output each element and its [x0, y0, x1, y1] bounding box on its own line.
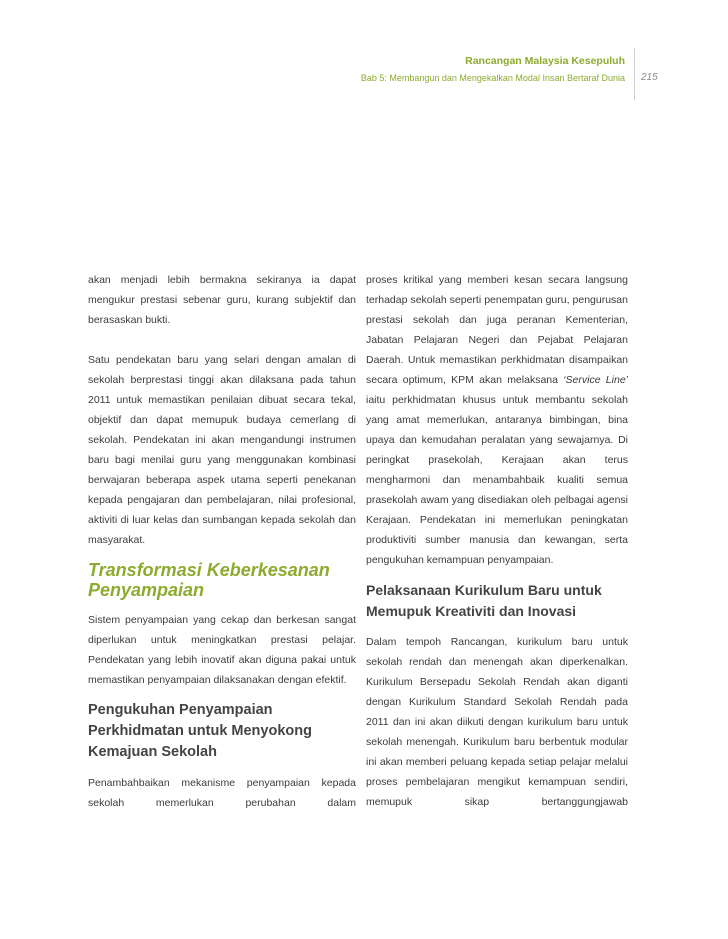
emphasis-text: ‘Service Line’ — [563, 374, 628, 386]
paragraph-text: iaitu perkhidmatan khusus untuk membantu sekolah yang amat memerlukan, antaranya bimbingan, bina upaya dan kemudahan peralatan yang sewajarnya. Di peringkat prasekolah, Kerajaan akan terus mengharmoni dan menambahbaik kualiti semua prasekolah awam yang disediakan oleh pelbagai agensi Kerajaan. Pendekatan ini memerlukan peningkatan produktiviti sumber manusia dan kewangan, serta pengukuhan kemampuan penyampaian. — [366, 394, 628, 566]
subsection-heading — [366, 580, 628, 622]
paragraph: Dalam tempoh Rancangan, kurikulum baru untuk sekolah rendah dan menengah akan diperkenalkan. Kurikulum Bersepadu Sekolah Rendah akan diganti dengan Kurikulum Standard Sekolah Rendah pada 2011 dan ini akan diikuti dengan kurikulum baru untuk sekolah menengah. Kurikulum baru berbentuk modular ini akan memberi peluang kepada setiap pelajar melalui proses pembelajaran mengikut kemampuan sendiri, memupuk sikap bertanggungjawab — [366, 636, 628, 808]
section-heading-line: Transformasi Keberkesanan — [88, 560, 330, 580]
header-subtitle: Bab 5: Membangun dan Mengekalkan Modal Insan Bertaraf Dunia — [360, 73, 625, 83]
subsection-heading-line: Memupuk Kreativiti dan Inovasi — [366, 603, 577, 619]
right-column — [366, 270, 628, 812]
header-divider — [634, 48, 635, 100]
paragraph-text: proses kritikal yang memberi kesan secara langsung terhadap sekolah seperti penempatan guru, pengurusan prestasi sekolah dan juga peranan Kementerian, Jabatan Pelajaran Negeri dan Pejabat Pelajaran Daerah. Untuk memastikan perkhidmatan disampaikan secara optimum, KPM akan melaksana — [366, 274, 628, 386]
subsection-heading-line: Kemajuan Sekolah — [88, 744, 217, 760]
section-heading-line: Penyampaian — [88, 580, 205, 600]
paragraph: Penambahbaikan mekanisme penyampaian kepada sekolah memerlukan perubahan dalam — [88, 777, 356, 809]
left-column — [88, 270, 356, 813]
subsection-heading-line: Pelaksanaan Kurikulum Baru untuk — [366, 582, 602, 598]
subsection-heading — [88, 700, 356, 763]
header-title: Rancangan Malaysia Kesepuluh — [465, 55, 625, 67]
subsection-heading-line: Perkhidmatan untuk Menyokong — [88, 723, 312, 739]
paragraph: akan menjadi lebih bermakna sekiranya ia dapat mengukur prestasi sebenar guru, kurang subjektif dan berasaskan bukti. — [88, 274, 356, 326]
section-heading — [88, 560, 356, 600]
running-header — [361, 54, 625, 85]
subsection-heading-line: Pengukuhan Penyampaian — [88, 702, 273, 718]
paragraph: Sistem penyampaian yang cekap dan berkesan sangat diperlukan untuk meningkatkan prestasi pelajar. Pendekatan yang lebih inovatif akan diguna pakai untuk memastikan penyampaian dilaksanakan dengan efektif. — [88, 614, 356, 686]
page-number: 215 — [641, 72, 658, 83]
paragraph — [366, 270, 628, 570]
paragraph: Satu pendekatan baru yang selari dengan amalan di sekolah berprestasi tinggi akan dilaksana pada tahun 2011 untuk memastikan penilaian dibuat secara tekal, objektif dan dapat memupuk budaya cemerlang di sekolah. Pendekatan ini akan mengandungi instrumen baru bagi menilai guru yang menggunakan kombinasi berwajaran beberapa aspek utama seperti penekanan kepada pengajaran dan pembelajaran, nilai profesional, aktiviti di luar kelas dan sumbangan kepada sekolah dan masyarakat. — [88, 354, 356, 546]
